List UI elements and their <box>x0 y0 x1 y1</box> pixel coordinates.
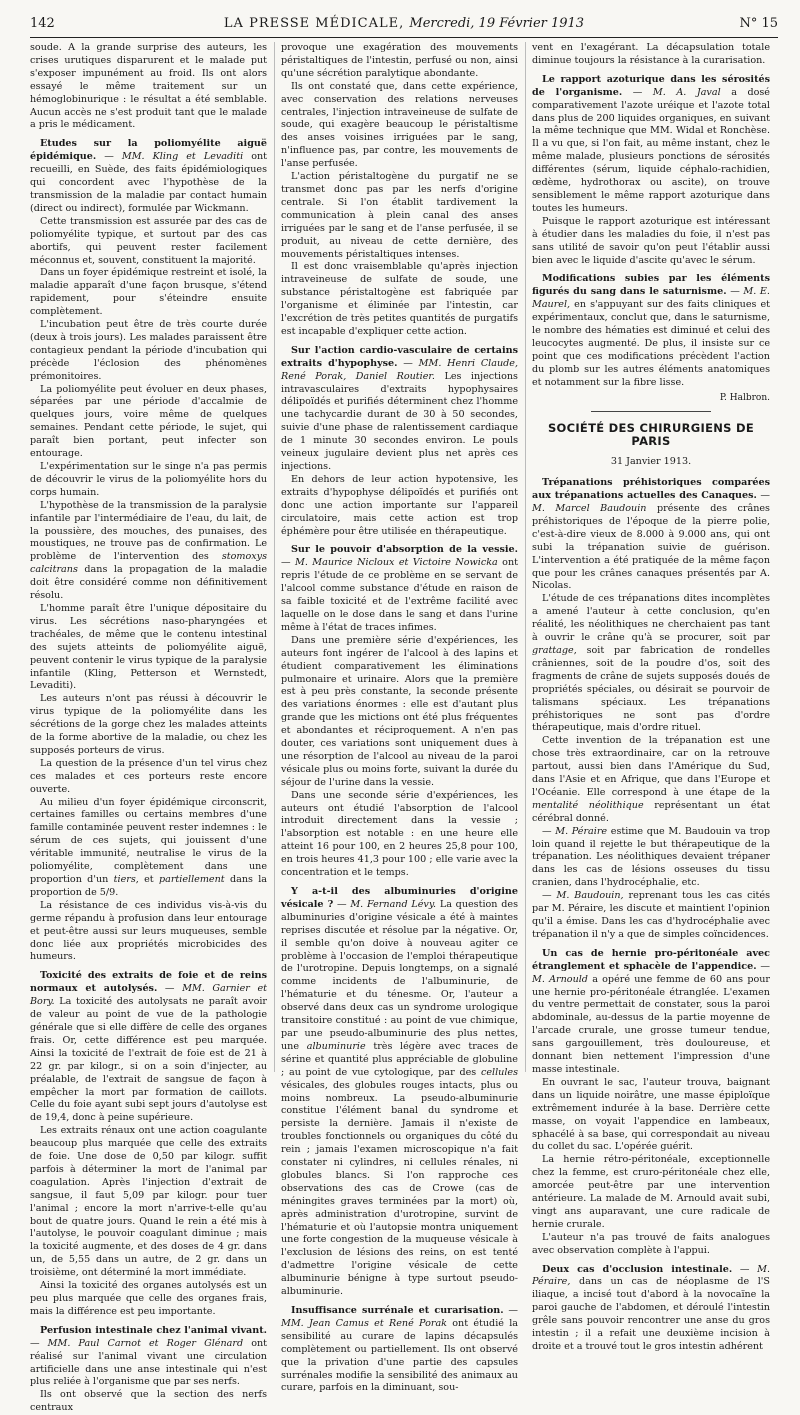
article-title: Insuffisance surrénale et curarisation. <box>291 1305 504 1316</box>
paragraph: La question de la présence d'un tel virus chez ces malades et ces porteurs reste encore ouverte. <box>30 757 267 795</box>
article-saturnisme: Modifications subies par les éléments figurés du sang dans le saturnisme. — M. E. Maurel, en s'appuyant sur des faits cliniques et expérimentaux, conclut que, dans le saturnisme, le nombre des hématies est diminué et celui des leucocytes augmenté. De plus, il insiste sur ce point que ces modifications précèdent l'action du plomb sur les autres éléments anatomiques et notamment sur la fibre lisse. <box>532 273 770 388</box>
article-authors: M. Marcel Baudouin <box>532 503 647 514</box>
text-run: Au milieu d'un foyer épidémique circonscrit, certaines familles ou certains membres d'une famille contaminée peuvent rester indemnes : le sérum de ces sujets, qui jouissent d'une véritable immunité, neutralise le virus de la poliomyélite, complètement dans une proportion d'un <box>30 796 267 885</box>
page-number: 142 <box>30 16 55 31</box>
article-vessie: Sur le pouvoir d'absorption de la vessie. — M. Maurice Nicloux et Victoire Nowicka ont repris l'étude de ce problème en se servant de l'alcool comme substance d'étude en raison de sa faible toxicité et de l'extrême facilité avec laquelle on le dose dans le sang et dans l'urine même à l'état de traces infimes. <box>281 544 518 633</box>
society-heading: SOCIÉTÉ DES CHIRURGIENS DE PARIS <box>547 421 755 449</box>
text-run: dans la propagation de la maladie doit être considéré comme non définitivement résolu. <box>30 564 267 602</box>
article-title: Le rapport azoturique dans les sérosités de l'organisme. <box>532 73 770 98</box>
paragraph: Dans une seconde série d'expériences, les auteurs ont étudié l'absorption de l'alcool introduit directement dans la vessie ; l'absorption est notable : en une heure elle atteint 16 pour 100, en 2 heures 25,8 pour 100, en trois heures 41,3 pour 100 ; elle varie avec la concentration et le temps. <box>281 789 518 879</box>
article-title: Perfusion intestinale chez l'animal vivant. <box>40 1324 267 1336</box>
paragraph-text: en s'appuyant sur des faits cliniques et expérimentaux, conclut que, dans le saturnisme, le nombre des hématies est diminué et celui des leucocytes augmenté. De plus, il insiste sur ce point que ces modifications précèdent l'action du plomb sur les autres éléments anatomiques et notamment sur la fibre lisse. <box>532 299 770 388</box>
paragraph: vent en l'exagérant. La décapsulation totale diminue toujours la résistance à la curarisation. <box>532 42 770 66</box>
article-authors: MM. Henri Claude, René Porak, Daniel Routier. <box>281 357 518 382</box>
paragraph: La résistance de ces individus vis-à-vis du germe répandu à profusion dans leur entourage et peut-être aussi sur leurs muqueuses, semble donc liée aux propriétés microbicides des humeurs. <box>30 899 267 963</box>
paragraph: L'incubation peut être de très courte durée (deux à trois jours). Les malades paraissent être contagieux pendant la période d'incubation qui précède l'éclosion des phénomènes prémonitoires. <box>30 319 267 382</box>
italic-term: grattage <box>532 644 574 656</box>
italic-term: partiellement <box>158 874 225 885</box>
paragraph: La hernie rétro-péritonéale, exceptionnelle chez la femme, est cruro-péritonéale chez elle, amorcée peut-être par une intervention antérieure. La malade de M. Arnould avait subi, vingt ans auparavant, une cure radicale de hernie crurale. <box>532 1154 770 1230</box>
text-run: , et <box>135 874 154 885</box>
text-run: dans la proportion de 5/9. <box>30 874 268 898</box>
paragraph: soude. A la grande surprise des auteurs, les crises urutiques disparurent et le malade put s'exposer impunément au froid. Ils ont alors essayé le même traitement sur un hémoglobinurique : le résultat a été semblable. Aucun accès ne s'est produit tant que le malade a pris le médicament. <box>30 42 267 131</box>
society-date: 31 Janvier 1913. <box>610 456 692 468</box>
paragraph-text: ont étudié la sensibilité au curare de lapins décapsulés complètement ou partiellement. Ils ont observé que la privation d'une partie des capsules surrénales modifie la sensibilité des animaux au curare, parfois en la diminuant, sou- <box>281 1317 518 1394</box>
paragraph-text: a dosé comparativement l'azote uréique et l'azote total dans plus de 200 liquides organiques, en suivant la même technique que MM. Widal et Ronchèse. Il a vu que, si l'on fait, au même instant, chez le même malade, plusieurs ponctions de sérosités différentes (sérum, liquide céphalo-rachidien, œdème, hydrothorax ou ascite), on trouve sensiblement le même rapport azoturique dans toutes les humeurs. <box>532 86 770 214</box>
journal-name: LA PRESSE MÉDICALE, <box>223 16 405 31</box>
article-authors: M. E. Maurel, <box>532 286 770 311</box>
text-run: L'hypothèse de la transmission de la paralysie infantile par l'intermédiaire de l'eau, du lait, de la poussière, des mouches, des punaises, des moustiques, ne trouve pas de confirmation. Le problème de l'intervention des <box>30 499 267 563</box>
paragraph <box>30 500 267 603</box>
article-authors: MM. Paul Carnot et Roger Glénard <box>47 1337 244 1349</box>
italic-term: cellules <box>480 1066 518 1078</box>
paragraph-text: dans un cas de néoplasme de l'S iliaque, a incisé tout d'abord à la novocaïne la paroi gauche de l'abdomen, et déroulé l'intestin grêle sans pouvoir rencontrer une anse du gros intestin ; il a refait une deuxième incision à droite et a trouvé tout le gros intestin adhérent <box>532 1276 770 1352</box>
paragraph: — M. Baudouin, reprenant tous les cas cités par M. Péraire, les discute et maintient l'opinion qu'il a émise. Dans les cas d'hydrocéphalie avec trépanation il n'y a que de simples coïncidences. <box>532 890 770 940</box>
article-authors: M. Péraire, <box>532 1263 770 1288</box>
article-authors: M. Arnould <box>532 973 588 985</box>
article-title: Trépanations préhistoriques comparées aux trépanations actuelles des Canaques. <box>532 477 770 502</box>
article-authors: MM. Garnier et Bory. <box>30 983 267 1008</box>
article-title: Y a-t-il des albuminuries d'origine vésicale ? <box>281 886 518 910</box>
paragraph: Les auteurs n'ont pas réussi à découvrir le virus typique de la poliomyélite dans les sécrétions de la gorge chez les malades atteints de la forme abortive de la maladie, ou chez les supposés porteurs de virus. <box>30 693 267 756</box>
paragraph-text: La toxicité des autolysats ne paraît avoir de valeur au point de vue de la pathologie générale que si elle diffère de celle des organes frais. Or, cette différence est peu marquée. Ainsi la toxicité de l'extrait de foie est de 21 à 22 gr. par kilogr., si on a soin d'injecter, au préalable, de l'extrait de sangsue de façon à empêcher la mort par formation de caillots. Celle du foie ayant subi sept jours d'autolyse est de 19,4, donc à peine supérieure. <box>30 996 267 1124</box>
paragraph <box>532 735 770 825</box>
paragraph: En dehors de leur action hypotensive, les extraits d'hypophyse délipoïdés et purifiés ont donc une action importante sur l'appareil circulatoire, mais cette action est trop éphémère pour être utilisée en thérapeutique. <box>281 473 518 537</box>
speaker-name: M. Baudouin, <box>556 890 624 902</box>
paragraph: Ainsi la toxicité des organes autolysés est un peu plus marquée que celle des organes frais, mais la différence est peu importante. <box>30 1280 267 1317</box>
text-run: L'étude de ces trépanations dites incomplètes a amené l'auteur à cette conclusion, qu'en réalité, les néolithiques ne cherchaient pas tant à ouvrir le crâne qu'à se procurer, soit par <box>532 593 770 644</box>
article-authors: M. Fernand Lévy. <box>350 898 437 910</box>
column-3 <box>532 42 771 1352</box>
article-albuminuries: Y a-t-il des albuminuries d'origine vésicale ? — M. Fernand Lévy. La question des albuminuries d'origine vésicale a été à maintes reprises discutée et résolue par la négative. Or, il semble qu'on doive à nouveau agiter ce problème à l'occasion de l'emploi thérapeutique de l'urotropine. Depuis longtemps, on a signalé comme incidents de l'albuminurie, de l'hématurie et du ténesme. Or, l'auteur a observé dans deux cas un syndrome urologique transitoire constitué : au point de vue chimique, par une pseudo-albuminurie des plus nettes, une albuminurie très légère avec traces de sérine et quantité plus appréciable de globuline ; au point de vue cytologique, par des cellules vésicales, des globules rouges intacts, plus ou moins nombreux. La pseudo-albuminurie constitue l'élément banal du syndrome et persiste la dernière. Jamais il n'existe de troubles fonctionnels ou organiques du côté du rein ; jamais l'examen microscopique n'a fait constater ni cylindres, ni cellules rénales, ni globules blancs. Si l'on rapproche ces observations des cas de Crowe (cas de méningites graves terminées par la mort) où, après administration d'urotropine, survint de l'hématurie et où l'autopsie montra uniquement une forte congestion de la muqueuse vésicale à l'exclusion de lésions des reins, on est tenté d'admettre l'origine vésicale de cette albuminurie bénigne à type surtout pseudo-albuminurie. <box>281 886 518 1298</box>
column-1 <box>30 42 268 1414</box>
article-title: Sur l'action cardio-vasculaire de certains extraits d'hypophyse. <box>281 344 518 369</box>
text-run: Cette invention de la trépanation est une chose très extraordinaire, car on la retrouve partout, aussi bien dans l'Amérique du Sud, dans l'Asie et en Afrique, que dans l'Europe et l'Océanie. Elle correspond à une étape de la <box>532 735 770 798</box>
paragraph: Les extraits rénaux ont une action coagulante beaucoup plus marquée que celle des extraits de foie. Une dose de 0,50 par kilogr. suffit parfois à déterminer la mort de l'animal par coagulation. Après l'injection d'extrait de sangsue, il faut 5,09 par kilogr. pour tuer l'animal ; encore la mort n'arrive-t-elle qu'au bout de quatre jours. Quand le rein a été mis à l'autolyse, le pouvoir coagulant diminue ; mais la toxicité augmente, et des doses de 4 gr. dans un, de 5,55 dans un autre, de 2 gr. dans un troisième, ont déterminé la mort immédiate. <box>30 1125 267 1279</box>
issue-number: N° 15 <box>739 16 778 31</box>
speaker-name: M. Péraire <box>555 825 608 837</box>
article-authors: M. Maurice Nicloux et Victoire Nowicka <box>295 557 498 569</box>
article-hernie: Un cas de hernie pro-péritonéale avec étranglement et sphacèle de l'appendice. — M. Arnould a opéré une femme de 60 ans pour une hernie pro-péritonéale étranglée. L'examen du ventre permettait de constater, sous la paroi abdominale, au-dessus de la partie moyenne de l'arcade crurale, une grosse tumeur tendue, sans gargouillement, très douloureuse, et donnant bien nettement l'impression d'une masse intestinale. <box>532 947 771 1075</box>
signature: P. Halbron. <box>719 392 770 403</box>
paragraph: L'action péristaltogène du purgatif ne se transmet donc pas par les nerfs d'origine centrale. Si l'on établit tardivement la communication à plein canal des anses irriguées par le sang et de l'anse perfusée, il se produit, au niveau de cette dernière, des mouvements péristaltiques intenses. <box>281 171 518 260</box>
article-title: Toxicité des extraits de foie et de reins normaux et autolysés. <box>30 970 267 995</box>
column-separator-2 <box>525 42 526 1072</box>
article-hypophyse: Sur l'action cardio-vasculaire de certains extraits d'hypophyse. — MM. Henri Claude, René Porak, Daniel Routier. Les injections intravasculaires d'extraits hypophysaires délipoïdés et purifiés déterminent chez l'homme une tachycardie durant de 30 à 50 secondes, suivie d'une phase de ralentissement cardiaque de 1 minute 30 secondes environ. Le pouls veineux jugulaire devient plus net après ces injections. <box>281 344 518 472</box>
text-run: vésicales, des globules rouges intacts, plus ou moins nombreux. La pseudo-albuminurie constitue l'élément banal du syndrome et persiste la dernière. Jamais il n'existe de troubles fonctionnels ou organiques du côté du rein ; jamais l'examen microscopique n'a fait constater ni cylindres, ni cellules rénales, ni globules blancs. Si l'on rapproche ces observations des cas de Crowe (cas de méningites graves terminées par la mort) où, après administration d'urotropine, survint de l'hématurie et où l'autopsie montra uniquement une forte congestion de la muqueuse vésicale à l'exclusion de lésions des reins, on est tenté d'admettre l'origine vésicale de cette albuminurie bénigne à type surtout pseudo-albuminurie. <box>281 1079 518 1298</box>
article-occlusion: Deux cas d'occlusion intestinale. — M. Péraire, dans un cas de néoplasme de l'S iliaque, a incisé tout d'abord à la novocaïne la paroi gauche de l'abdomen, et déroulé l'intestin grêle sans pouvoir rencontrer une anse du gros intestin ; il a refait une deuxième incision à droite et a trouvé tout le gros intestin adhérent <box>532 1263 770 1352</box>
paragraph: Dans un foyer épidémique restreint et isolé, la maladie apparaît d'une façon brusque, s'étend rapidement, pour s'éteindre ensuite complètement. <box>30 267 267 318</box>
article-title: Modifications subies par les éléments figurés du sang dans le saturnisme. <box>532 273 770 298</box>
section-divider <box>591 411 711 412</box>
paragraph <box>532 593 770 735</box>
paragraph: La poliomyélite peut évoluer en deux phases, séparées par une période d'accalmie de quelques jours, voire même de quelques semaines. Pendant cette période, le sujet, qui paraît bien portant, peut infecter son entourage. <box>30 383 267 460</box>
article-title: Etudes sur la poliomyélite aiguë épidémique. <box>30 138 267 163</box>
journal-title <box>30 18 778 31</box>
paragraph: provoque une exagération des mouvements péristaltiques de l'intestin, perfusé ou non, ainsi qu'une sécrétion paralytique abondante. <box>281 42 518 79</box>
text-run: représentant un état cérébral donné. <box>532 799 770 824</box>
article-curarisation: Insuffisance surrénale et curarisation. — MM. Jean Camus et René Porak ont étudié la sensibilité au curare de lapins décapsulés complètement ou partiellement. Ils ont observé que la privation d'une partie des capsules surrénales modifie la sensibilité des animaux au curare, parfois en la diminuant, sou- <box>281 1305 518 1394</box>
text-run: très légère avec traces de sérine et quantité plus appréciable de globuline ; au point de vue cytologique, par des <box>281 1040 518 1078</box>
paragraph: En ouvrant le sac, l'auteur trouva, baignant dans un liquide noirâtre, une masse épiploïque extrêmement indurée à la base. Derrière cette masse, on voyait l'appendice en lambeaux, sphacélé à sa base, qui correspondait au niveau du collet du sac. L'opérée guérit. <box>532 1076 770 1153</box>
page-header <box>30 18 778 36</box>
paragraph: Cette transmission est assurée par des cas de poliomyélite typique, et surtout par des cas abortifs, qui peuvent rester facilement méconnus et, souvent, constituent la majorité. <box>30 215 267 266</box>
paragraph-text: ont recueilli, en Suède, des faits épidémiologiques qui concordent avec l'hypothèse de la transmission de la maladie par contact humain (direct ou indirect), formulée par Wickmann. <box>30 151 268 214</box>
article-poliomyelite: Etudes sur la poliomyélite aiguë épidémique. — MM. Kling et Levaditi ont recueilli, en Suède, des faits épidémiologiques qui concordent avec l'hypothèse de la transmission de la maladie par contact humain (direct ou indirect), formulée par Wickmann. <box>30 138 268 214</box>
text-run: estime que M. Baudouin va trop loin quand il rejette le but thérapeutique de la trépanation. Les néolithiques devaient trépaner dans les cas de lésions osseuses du tissu cranien, dans l'hydrocéphalie, etc. <box>532 825 770 889</box>
article-authors: MM. Jean Camus et René Porak <box>281 1317 447 1329</box>
article-title: Un cas de hernie pro-péritonéale avec étranglement et sphacèle de l'appendice. <box>532 947 770 972</box>
paragraph: Ils ont observé que la section des nerfs centraux <box>30 1389 267 1414</box>
text-run: , soit par fabrication de rondelles crâniennes, soit de la poudre d'os, soit des fragments de crâne de sujets supposés doués de propriétés spéciales, ou désirait se pourvoir de talismans spéciaux. Les trépanations préhistoriques ne sont pas d'ordre thérapeutique, mais d'ordre rituel. <box>532 644 770 734</box>
paragraph: L'auteur n'a pas trouvé de faits analogues avec observation complète à l'appui. <box>532 1231 770 1256</box>
paragraph-text: ont réalisé sur l'animal vivant une circulation artificielle dans une anse intestinale qui n'est plus reliée à l'organisme que par ses nerfs. <box>30 1337 267 1388</box>
article-authors: M. A. Javal <box>652 86 721 98</box>
italic-term: albuminurie <box>306 1040 366 1052</box>
article-toxicite: Toxicité des extraits de foie et de reins normaux et autolysés. — MM. Garnier et Bory. La toxicité des autolysats ne paraît avoir de valeur au point de vue de la pathologie générale que si elle diffère de celle des organes frais. Or, cette différence est peu marquée. Ainsi la toxicité de l'extrait de foie est de 21 à 22 gr. par kilogr., si on a soin d'injecter, au préalable, de l'extrait de sangsue de façon à empêcher la mort par formation de caillots. Celle du foie ayant subi sept jours d'autolyse est de 19,4, donc à peine supérieure. <box>30 970 267 1124</box>
paragraph: Dans une première série d'expériences, les auteurs font ingérer de l'alcool à des lapins et étudient comparativement les éliminations pulmonaire et urinaire. Alors que la première est à peu près constante, la seconde présente des variations énormes : elle est d'autant plus grande que les mictions ont été plus fréquentes et abondantes et réciproquement. A n'en pas douter, ces variations sont uniquement dues à une résorption de l'alcool au niveau de la paroi vésicale plus ou moins forte, suivant la durée du séjour de l'urine dans la vessie. <box>281 634 518 788</box>
italic-term: mentalité néolithique <box>532 799 644 811</box>
paragraph-text: ont repris l'étude de ce problème en se servant de l'alcool comme substance d'étude en raison de sa faible toxicité et de l'extrême facilité avec laquelle on le dose dans le sang et dans l'urine même à l'état de traces infimes. <box>281 557 518 633</box>
article-title: Deux cas d'occlusion intestinale. <box>542 1263 733 1275</box>
issue-date: Mercredi, 19 Février 1913 <box>409 16 585 31</box>
paragraph: Il est donc vraisemblable qu'après injection intraveineuse de sulfate de soude, une substance péristaltogène est fabriquée par l'organisme et éliminée par l'intestin, car l'excrétion de très petites quantités de purgatifs est incapable d'expliquer cette action. <box>281 261 518 337</box>
paragraph-text: Les injections intravasculaires d'extraits hypophysaires délipoïdés et purifiés déterminent chez l'homme une tachycardie durant de 30 à 50 secondes, suivie d'une phase de ralentissement cardiaque de 1 minute 30 secondes environ. Le pouls veineux jugulaire devient plus net après ces injections. <box>281 370 518 472</box>
paragraph <box>30 797 267 900</box>
paragraph-text: a opéré une femme de 60 ans pour une hernie pro-péritonéale étranglée. L'examen du ventre permettait de constater, sous la paroi abdominale, au-dessus de la partie moyenne de l'arcade crurale, une grosse tumeur tendue, sans gargouillement, très douloureuse, et donnant bien nettement l'impression d'une masse intestinale. <box>532 973 771 1075</box>
paragraph: — M. Péraire estime que M. Baudouin va trop loin quand il rejette le but thérapeutique de la trépanation. Les néolithiques devaient trépaner dans les cas de lésions osseuses du tissu cranien, dans l'hydrocéphalie, etc. <box>532 825 770 889</box>
column-separator-1 <box>274 42 275 1072</box>
header-rule <box>30 37 778 38</box>
article-azoturique: Le rapport azoturique dans les sérosités de l'organisme. — M. A. Javal a dosé comparativement l'azote uréique et l'azote total dans plus de 200 liquides organiques, en suivant la même technique que MM. Widal et Ronchèse. Il a vu que, si l'on fait, au même instant, chez le même malade, plusieurs ponctions de sérosités différentes (sérum, liquide céphalo-rachidien, œdème, hydrothorax ou ascite), on trouve sensiblement le même rapport azoturique dans toutes les humeurs. <box>532 73 770 214</box>
column-2 <box>281 42 518 1394</box>
article-authors: MM. Kling et Levaditi <box>121 151 244 163</box>
paragraph: L'expérimentation sur le singe n'a pas permis de découvrir le virus de la poliomyélite hors du corps humain. <box>30 461 267 498</box>
paragraph: L'homme paraît être l'unique dépositaire du virus. Les sécrétions naso-pharyngées et trachéales, de même que le contenu intestinal des sujets atteints de poliomyélite aiguë, peuvent contenir le virus typique de la paralysie infantile (Kling, Petterson et Wernstedt, Levaditi). <box>30 602 267 692</box>
paragraph-text: présente des crânes préhistoriques de l'époque de la pierre polie, c'est-à-dire vieux de 8.000 à 9.000 ans, qui ont subi la trépanation suivie de guérison. L'intervention a été pratiquée de la même façon que pour les crânes canaques présentés par A. Nicolas. <box>532 503 770 592</box>
article-trepanations: Trépanations préhistoriques comparées aux trépanations actuelles des Canaques. — M. Marcel Baudouin présente des crânes préhistoriques de l'époque de la pierre polie, c'est-à-dire vieux de 8.000 à 9.000 ans, qui ont subi la trépanation suivie de guérison. L'intervention a été pratiquée de la même façon que pour les crânes canaques présentés par A. Nicolas. <box>532 477 770 592</box>
italic-term: stomoxys calcitrans <box>30 551 267 576</box>
paragraph: Puisque le rapport azoturique est intéressant à étudier dans les maladies du foie, il n'est pas sans utilité de savoir qu'on peut l'établir aussi bien avec le liquide d'ascite qu'avec le sérum. <box>532 215 770 266</box>
article-title: Sur le pouvoir d'absorption de la vessie. <box>291 544 518 556</box>
text-run: reprenant tous les cas cités par M. Péraire, les discute et maintient l'opinion qu'il a émise. Dans les cas d'hydrocéphalie avec trépanation il n'y a que de simples coïncidences. <box>532 890 770 940</box>
text-run: La question des albuminuries d'origine vésicale a été à maintes reprises discutée et résolue par la négative. Or, il semble qu'on doive à nouveau agiter ce problème à l'occasion de l'emploi thérapeutique de l'urotropine. Depuis longtemps, on a signalé comme incidents de l'albuminurie, de l'hématurie et du ténesme. Or, l'auteur a observé dans deux cas un syndrome urologique transitoire constitué : au point de vue chimique, par une pseudo-albuminurie des plus nettes, une <box>281 898 518 1052</box>
article-perfusion: Perfusion intestinale chez l'animal vivant. — MM. Paul Carnot et Roger Glénard ont réalisé sur l'animal vivant une circulation artificielle dans une anse intestinale qui n'est plus reliée à l'organisme que par ses nerfs. <box>30 1324 267 1388</box>
italic-term: tiers <box>113 874 136 885</box>
paragraph: Ils ont constaté que, dans cette expérience, avec conservation des relations nerveuses centrales, l'injection intraveineuse de sulfate de soude, qui exagère beaucoup le péristaltisme des anses voisines irriguées par le sang, n'influence pas, par contre, les mouvements de l'anse perfusée. <box>281 80 518 170</box>
